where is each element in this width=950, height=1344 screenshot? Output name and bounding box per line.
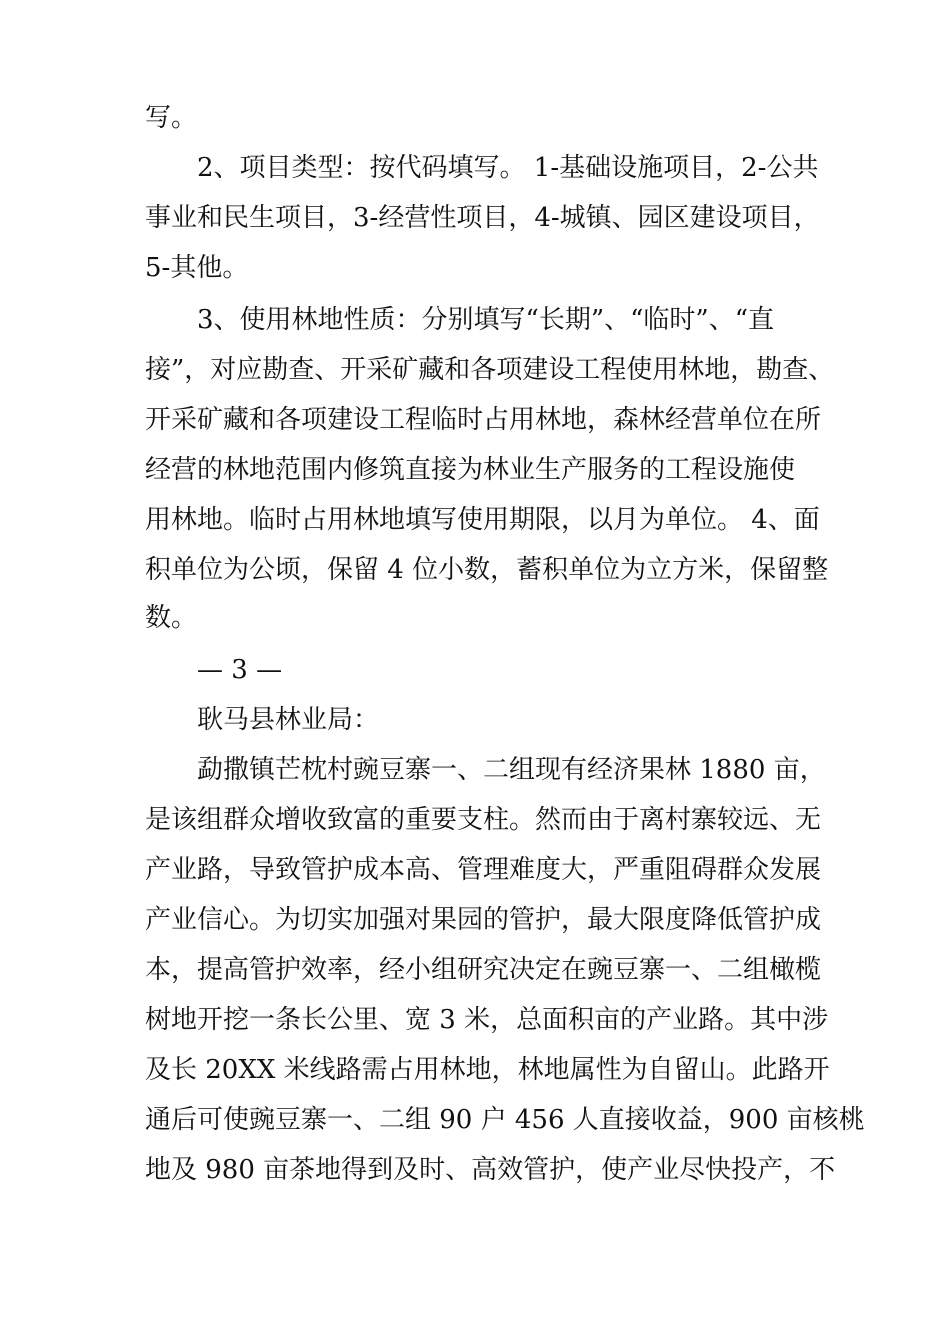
text-line: 勐撒镇芒枕村豌豆寨一、二组现有经济果林 1880 亩， [197,755,826,785]
text-line: 3、使用林地性质：分别填写“长期”、“临时”、“直 [197,305,775,335]
text-line: 接”，对应勘查、开采矿藏和各项建设工程使用林地，勘查、 [145,355,835,385]
text-line: 5-其他。 [145,253,249,283]
text-line: 通后可使豌豆寨一、二组 90 户 456 人直接收益，900 亩核桃 [145,1105,865,1135]
text-line: 数。 [145,603,198,633]
text-line: 用林地。临时占用林地填写使用期限，以月为单位。 4、面 [145,505,820,535]
text-line: 产业信心。为切实加强对果园的管护，最大限度降低管护成 [145,905,822,935]
text-line: 产业路，导致管护成本高、管理难度大，严重阻碍群众发展 [145,855,822,885]
text-line: 2、项目类型：按代码填写。 1-基础设施项目，2-公共 [197,153,819,183]
text-line: 本，提高管护效率，经小组研究决定在豌豆寨一、二组橄榄 [145,955,822,985]
text-line: 经营的林地范围内修筑直接为林业生产服务的工程设施使 [145,455,796,485]
text-line: 积单位为公顷，保留 4 位小数，蓄积单位为立方米，保留整 [145,555,829,585]
text-line: 树地开挖一条长公里、宽 3 米，总面积亩的产业路。其中涉 [145,1005,829,1035]
text-line: 开采矿藏和各项建设工程临时占用林地，森林经营单位在所 [145,405,822,435]
text-line: 地及 980 亩茶地得到及时、高效管护，使产业尽快投产，不 [145,1155,836,1185]
page-number: — 3 — [197,655,283,685]
text-line: 是该组群众增收致富的重要支柱。然而由于离村寨较远、无 [145,805,822,835]
text-line: 写。 [145,103,198,133]
salutation: 耿马县林业局： [197,705,380,735]
text-line: 事业和民生项目，3-经营性项目，4-城镇、园区建设项目， [145,203,820,233]
text-line: 及长 20XX 米线路需占用林地，林地属性为自留山。此路开 [145,1055,830,1085]
